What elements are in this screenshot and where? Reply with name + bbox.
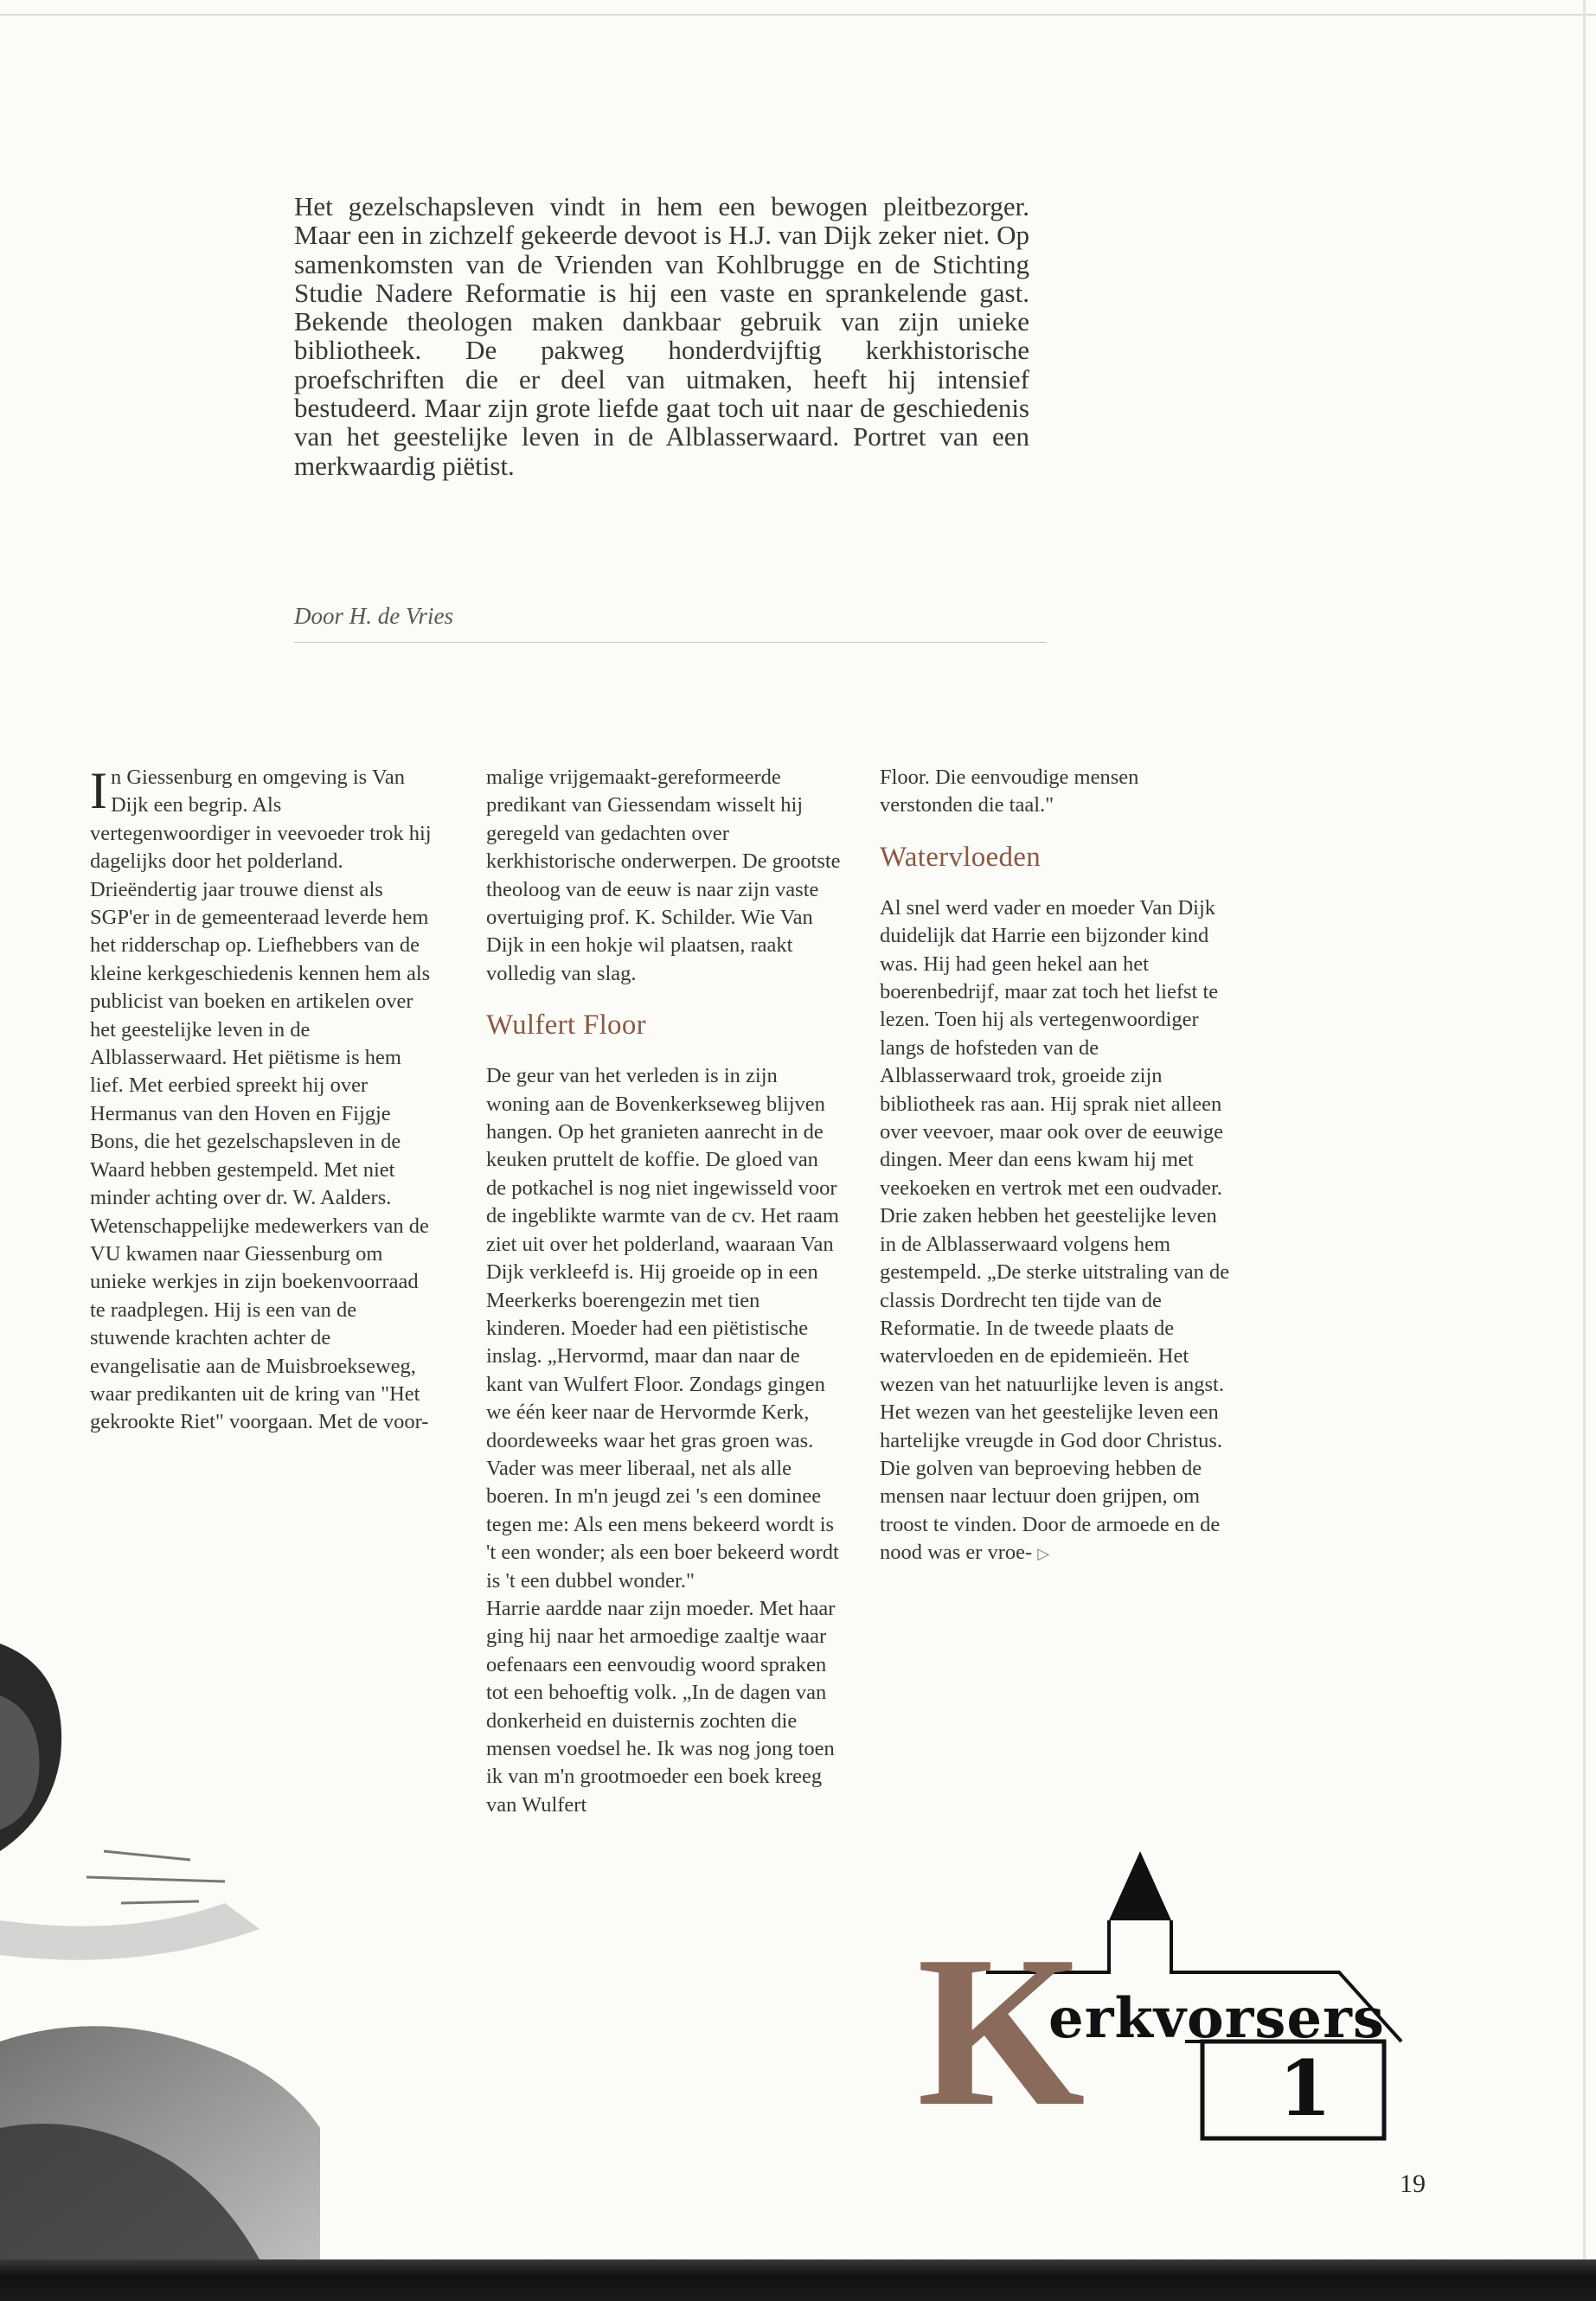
photo-fragment (0, 1644, 407, 2259)
column-1-paragraph (90, 764, 436, 1437)
logo-word: erkvorsers (1048, 1986, 1385, 2051)
drop-cap: I (90, 762, 107, 819)
section-heading-wulfert-floor: Wulfert Floor (486, 1009, 646, 1042)
column-2-paragraph-3: Harrie aardde naar zijn moeder. Met haar ging hij naar het armoedige zaaltje waar oefenaars een eenvoudig woord spraken tot een behoeftig volk. „In de dagen van donkerheid en duisternis zochten die mensen voedsel he. Ik was nog jong toen ik van m'n grootmoeder een boek kreeg van Wulfert (486, 1596, 836, 1817)
section-heading-watervloeden: Watervloeden (880, 841, 1042, 873)
column-2-paragraph-1: malige vrijgemaakt-gereformeerde predikant van Giessendam wisselt hij geregeld van gedachten over kerkhistorische onderwerpen. De grootste theoloog van de eeuw is naar zijn vaste overtuiging prof. K. Schilder. Wie Van Dijk in een hokje wil plaatsen, raakt volledig van slag. (486, 766, 841, 985)
column-3-paragraph-3-text: Drie zaken hebben het geestelijke leven in de Alblasserwaard volgens hem gestempeld. „De sterke uitstraling van de classis Dordrecht ten tijde van de Reformatie. In de tweede plaats de watervloeden en de epidemieën. Het wezen van het natuurlijke leven is angst. Het wezen van het geestelijke leven een hartelijke vreugde in God door Christus. Die golven van beproeving hebben de mensen naar lectuur doen grijpen, om troost te vinden. Door de armoede en de nood was er vroe- (880, 1204, 1230, 1565)
page-edge (1583, 0, 1586, 2301)
top-rule (0, 14, 1596, 16)
column-2-paragraph-2: De geur van het verleden is in zijn woning aan de Bovenkerkseweg blijven hangen. Op het granieten aanrecht in de keuken pruttelt de koffie. De gloed van de potkachel is nog niet ingewisseld voor de ingeblikte warmte van de cv. Het raam ziet uit over het polderland, waaraan Van Dijk verkleefd is. Hij groeide op in een Meerkerks boerengezin met tien kinderen. Moeder had een piëtistische inslag. „Hervormd, maar dan naar de kant van Wulfert Floor. Zondags gingen we één keer naar de Hervormde Kerk, doordeweeks waar het gras groen was. Vader was meer liberaal, net als alle boeren. In m'n jeugd zei 's een dominee tegen me: Als een mens bekeerd wordt is 't een wonder; als een boer bekeerd wordt is 't een dubbel wonder." (486, 1064, 839, 1593)
continue-arrow-icon: ▷ (1037, 1545, 1050, 1563)
photo-texture-1 (0, 1903, 260, 1960)
column-2 (486, 764, 841, 1819)
byline-rule (294, 642, 1047, 643)
photo-texture-4 (87, 1851, 225, 1903)
bottom-band (0, 2259, 1596, 2301)
page-number: 19 (1400, 2170, 1426, 2198)
byline: Door H. de Vries (294, 603, 453, 629)
logo-number: 1 (1279, 2043, 1332, 2133)
column-1-text: n Giessenburg en omgeving is Van Dijk een begrip. Als vertegenwoordiger in veevoeder trok hij dagelijks door het polderland. Drieëndertig jaar trouwe dienst als SGP'er in de gemeenteraad leverde hem het ridderschap op. Liefhebbers van de kleine kerkgeschiedenis kennen hem als publicist van boeken en artikelen over het geestelijke leven in de Alblasserwaard. Het piëtisme is hem lief. Met eerbied spreekt hij over Hermanus van den Hoven en Fijgje Bons, die het gezelschapsleven in de Waard hebben gestempeld. Met niet minder achting over dr. W. Aalders. Wetenschappelijke medewerkers van de VU kwamen naar Giessenburg om unieke werkjes in zijn boekenvoorraad te raadplegen. Hij is een van de stuwende krachten achter de evangelisatie aan de Muisbroekseweg, waar predikanten uit de kring van "Het gekrookte Riet" voorgaan. Met de voor- (90, 766, 432, 1434)
column-1 (90, 764, 436, 1437)
column-3-paragraph-3 (880, 1202, 1234, 1567)
kerkvorsers-logo (917, 1834, 1445, 2154)
intro-paragraph: Het gezelschapsleven vindt in hem een bewogen pleitbezorger. Maar een in zichzelf gekeerde devoot is H.J. van Dijk zeker niet. Op samenkomsten van de Vrienden van Kohlbrugge en de Stichting Studie Nadere Reformatie is hij een vaste en sprankelende gast. Bekende theologen maken dankbaar gebruik van zijn unieke bibliotheek. De pakweg honderdvijftig kerkhistorische proefschriften die er deel van uitmaken, heeft hij intensief bestudeerd. Maar zijn grote liefde gaat toch uit naar de geschiedenis van het geestelijke leven in de Alblasserwaard. Portret van een merkwaardig piëtist. (294, 191, 1029, 481)
column-3-paragraph-1: Floor. Die eenvoudige mensen verstonden die taal." (880, 766, 1139, 817)
column-3-paragraph-2: Al snel werd vader en moeder Van Dijk duidelijk dat Harrie een bijzonder kind was. Hij had geen hekel aan het boerenbedrijf, maar zat toch het liefst te lezen. Toen hij als vertegenwoordiger langs de hofsteden van de Alblasserwaard trok, groeide zijn bibliotheek ras aan. Hij sprak niet alleen over veevoer, maar ook over de eeuwige dingen. Meer dan eens kwam hij met veekoeken en vertrok met een oudvader. (880, 895, 1223, 1200)
column-3 (880, 764, 1234, 1568)
logo-initial: K (917, 1912, 1086, 2151)
